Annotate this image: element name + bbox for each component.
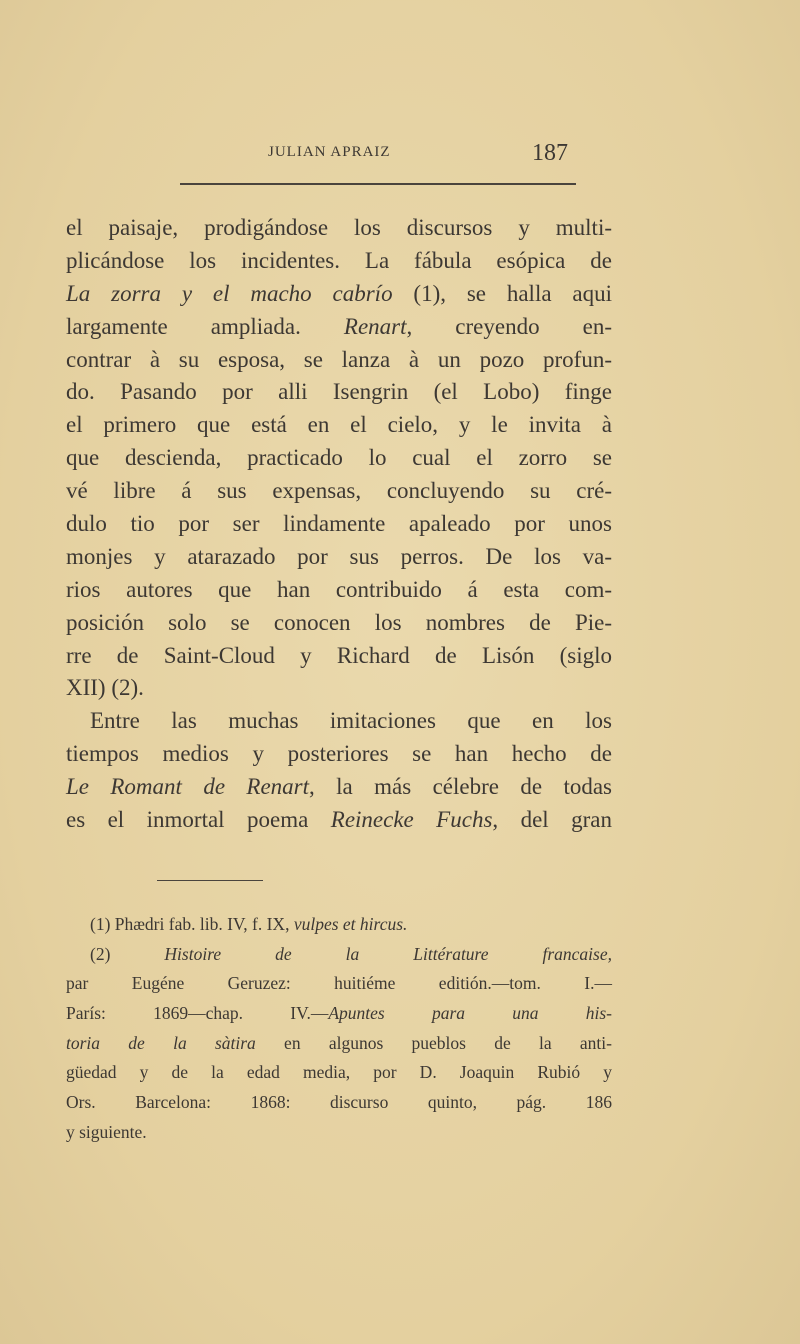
italic-text: Apuntes para una his- — [328, 1003, 612, 1024]
text-segment: XII) (2). — [66, 675, 144, 701]
text-line — [66, 212, 612, 245]
footnote-rule — [157, 880, 263, 881]
text-line — [66, 344, 612, 377]
italic-text: toria de la sàtira — [66, 1032, 256, 1053]
header-rule — [180, 183, 576, 185]
text-segment: rios autores que han contribuido á esta com- — [66, 576, 612, 602]
text-segment: par Eugéne Geruzez: huitiéme editión.—tom. I.— — [66, 973, 612, 994]
running-title: JULIAN APRAIZ — [268, 144, 391, 160]
text-segment: vé libre á sus expensas, concluyendo su cré- — [66, 478, 612, 504]
text-segment: güedad y de la edad media, por D. Joaquin Rubió y — [66, 1062, 612, 1083]
text-line — [66, 804, 612, 837]
footnote-line — [66, 910, 612, 940]
footnote-line — [66, 1058, 612, 1088]
text-line — [66, 245, 612, 278]
footnotes — [66, 910, 612, 1148]
text-line — [66, 738, 612, 771]
footnote-line — [66, 1029, 612, 1059]
text-segment: largamente ampliada. — [66, 313, 344, 339]
text-line — [66, 409, 612, 442]
footnote-line — [66, 1118, 612, 1148]
text-line — [66, 508, 612, 541]
text-segment: París: 1869—chap. IV.— — [66, 1003, 329, 1024]
text-segment: posición solo se conocen los nombres de Pie- — [66, 609, 612, 635]
text-line — [66, 771, 612, 804]
text-segment: que descienda, practicado lo cual el zorro se — [66, 445, 612, 471]
text-line — [66, 442, 612, 475]
text-segment: Ors. Barcelona: 1868: discurso quinto, pág. 186 — [66, 1092, 612, 1113]
text-segment: (1) Phædri fab. lib. IV, f. IX, — [90, 914, 294, 934]
text-segment: el primero que está en el cielo, y le invita à — [66, 412, 612, 438]
text-segment: , del gran — [492, 807, 613, 833]
footnote-line — [66, 940, 612, 970]
italic-text: Renart — [343, 313, 407, 339]
text-segment: dulo tio por ser lindamente apaleado por unos — [66, 511, 612, 537]
text-segment: (1), se halla aqui — [392, 280, 612, 306]
text-segment: , la más célebre de todas — [309, 774, 613, 800]
text-line — [66, 541, 612, 574]
text-segment: tiempos medios y posteriores se han hecho de — [66, 741, 612, 767]
text-segment: , creyendo en- — [406, 313, 612, 339]
italic-text: Reinecke Fuchs — [330, 807, 493, 833]
body-text — [66, 212, 612, 837]
text-line — [66, 376, 612, 409]
text-segment: y siguiente. — [66, 1121, 147, 1142]
text-segment: (2) — [90, 943, 165, 964]
text-segment: es el inmortal poema — [66, 807, 331, 833]
footnote-line — [66, 999, 612, 1029]
italic-text: vulpes et hircus. — [293, 914, 408, 934]
text-segment: Entre las muchas imitaciones que en los — [90, 708, 612, 734]
text-line — [66, 311, 612, 344]
italic-text: La zorra y el macho cabrío — [66, 280, 393, 306]
text-segment: monjes y atarazado por sus perros. De los va- — [66, 543, 612, 569]
text-line — [66, 672, 612, 705]
footnote-line — [66, 969, 612, 999]
text-segment: en algunos pueblos de la anti- — [255, 1032, 612, 1053]
text-segment: do. Pasando por alli Isengrin (el Lobo) finge — [66, 379, 612, 405]
text-segment: el paisaje, prodigándose los discursos y multi- — [66, 215, 612, 240]
page-number: 187 — [532, 140, 568, 166]
text-line — [66, 640, 612, 673]
footnote-line — [66, 1088, 612, 1118]
italic-text: Le Romant de Renart — [66, 774, 310, 800]
italic-text: Histoire de la Littérature francaise, — [164, 943, 612, 964]
text-line — [66, 278, 612, 311]
text-segment: contrar à su esposa, se lanza à un pozo profun- — [66, 346, 612, 372]
text-line — [66, 574, 612, 607]
text-line — [66, 607, 612, 640]
text-line — [66, 475, 612, 508]
text-segment: rre de Saint-Cloud y Richard de Lisón (siglo — [66, 642, 612, 668]
text-line — [66, 705, 612, 738]
text-segment: plicándose los incidentes. La fábula esópica de — [66, 247, 612, 273]
